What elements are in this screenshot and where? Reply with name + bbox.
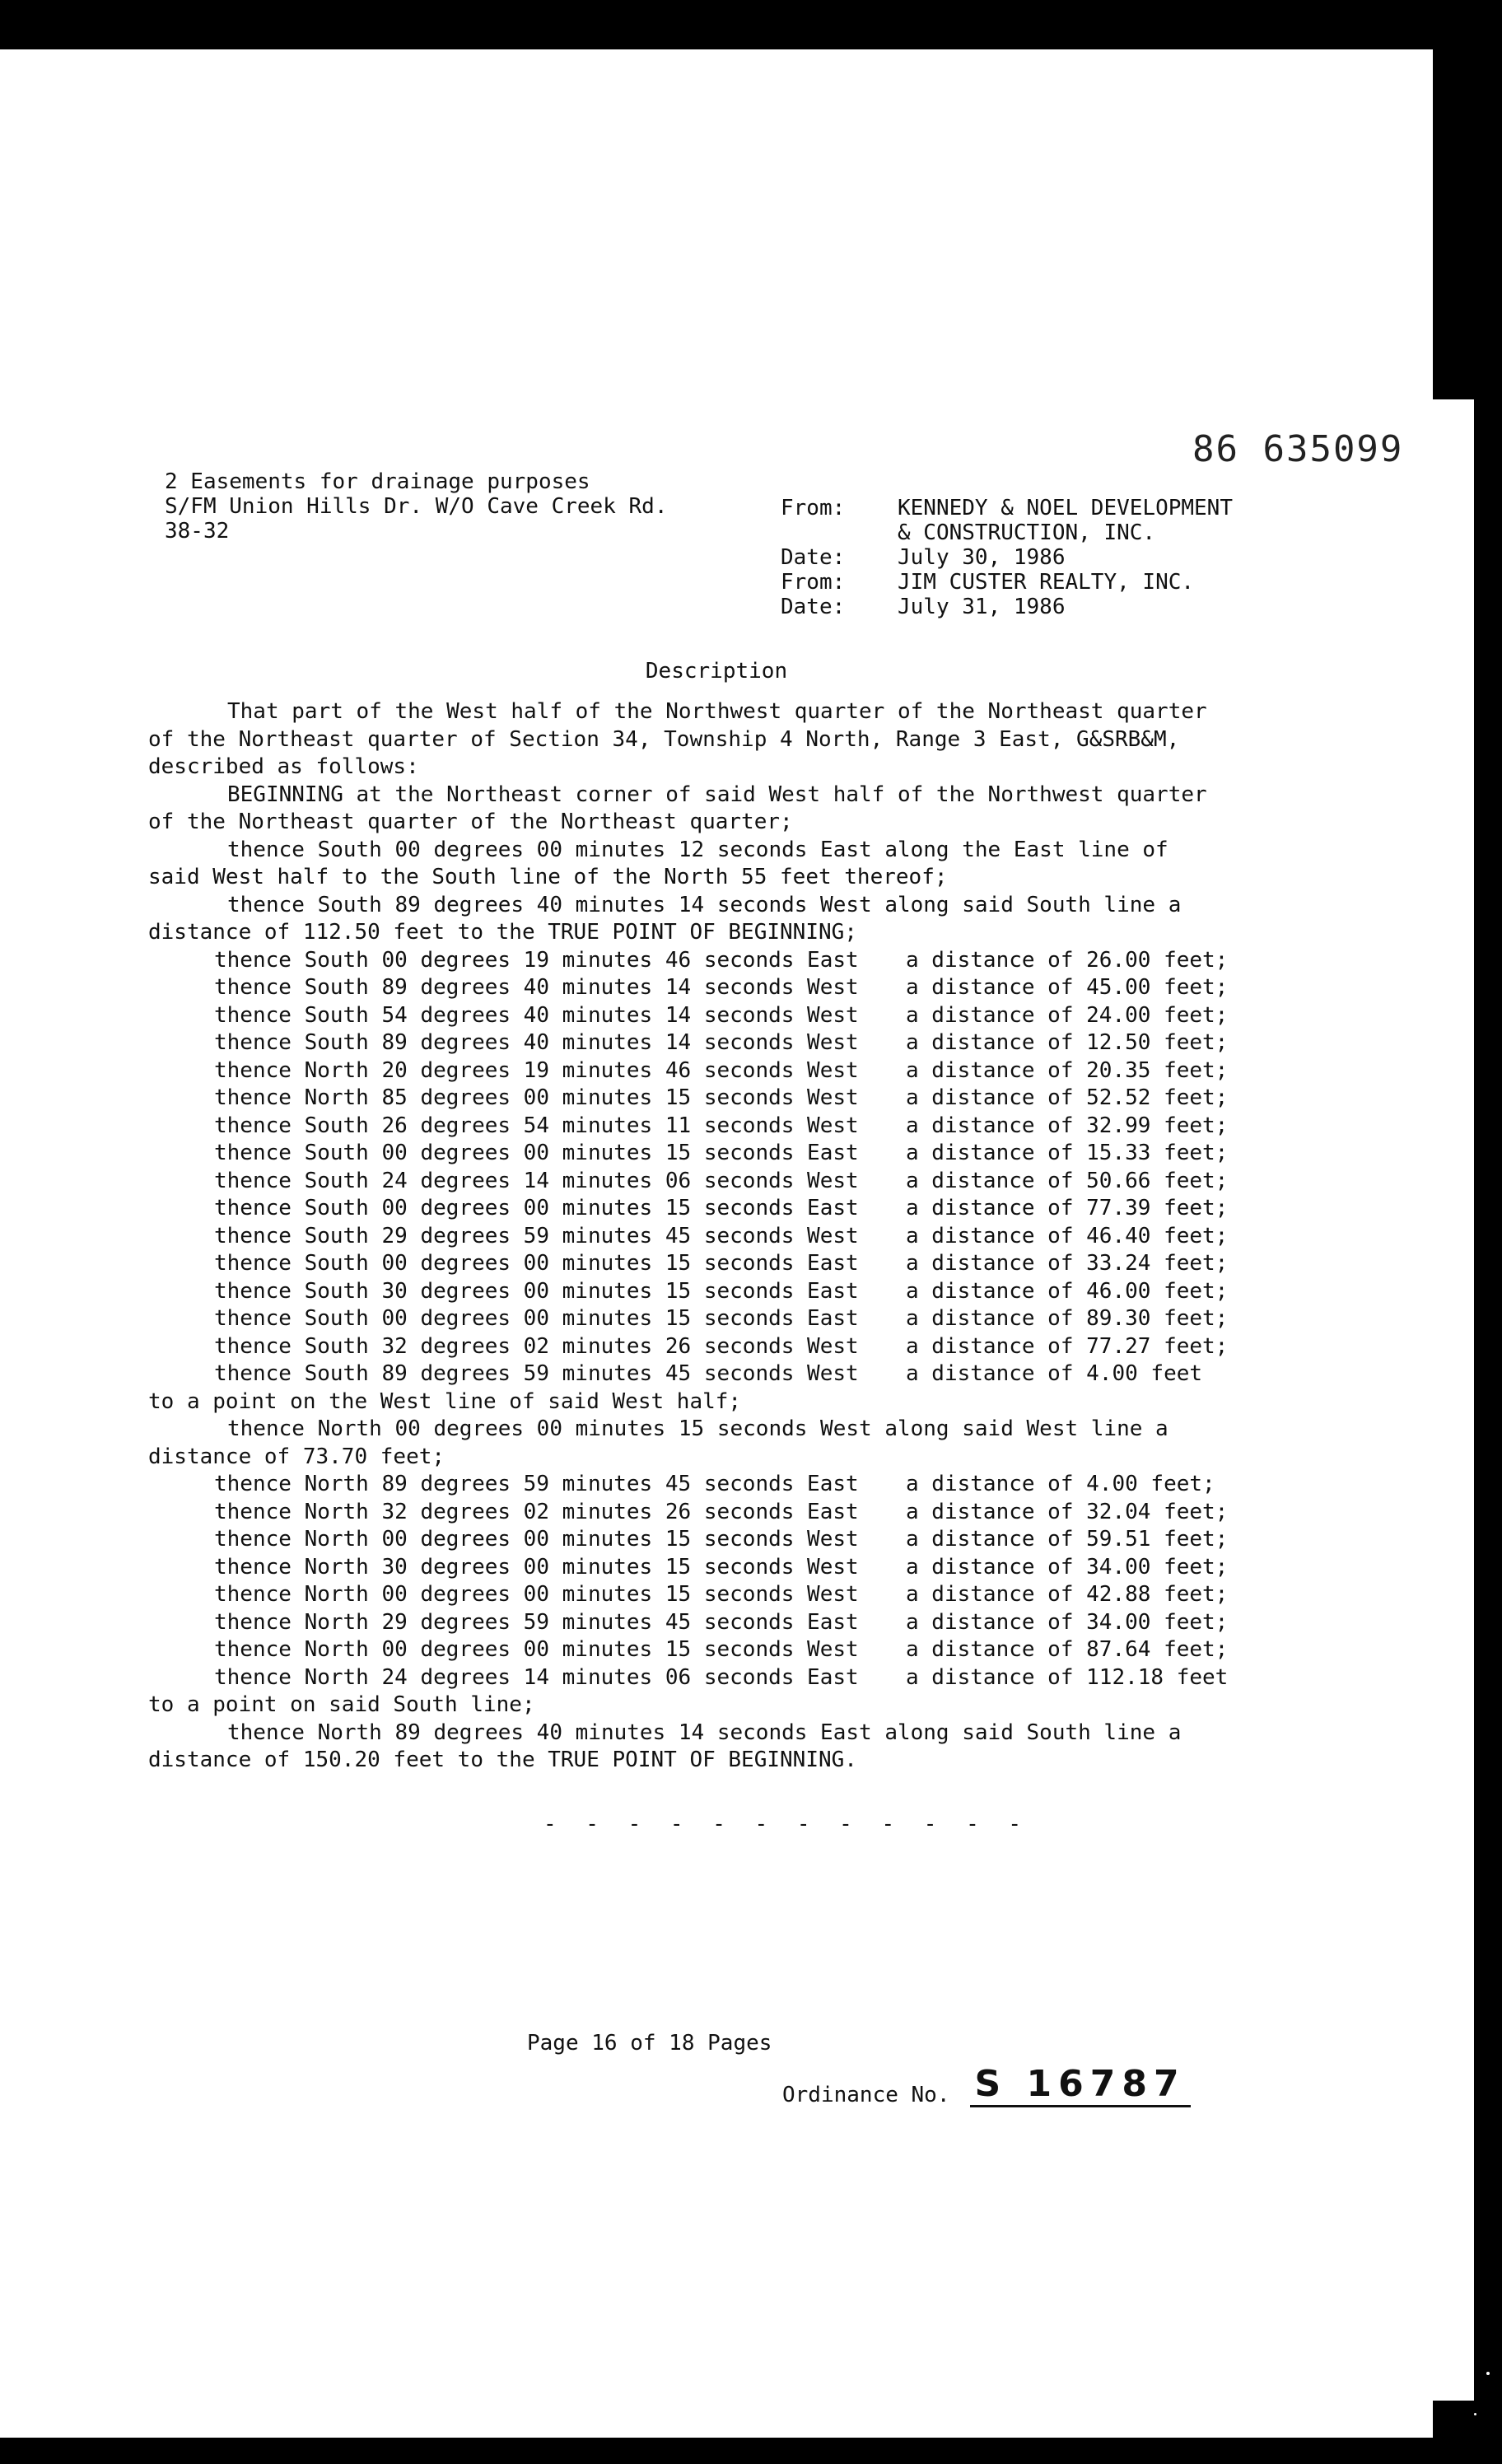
easement-header: [165, 469, 667, 544]
course-bearing: thence South 26 degrees 54 minutes 11 seconds West: [214, 1113, 859, 1138]
course-distance: a distance of 42.88 feet;: [906, 1582, 1229, 1607]
course-bearing: thence North 00 degrees 00 minutes 15 seconds West: [214, 1527, 859, 1552]
course-bearing: thence South 00 degrees 00 minutes 15 seconds East: [214, 1196, 859, 1220]
course-bearing: thence South 54 degrees 40 minutes 14 seconds West: [214, 1002, 859, 1028]
page-number: Page 16 of 18 Pages: [527, 2031, 772, 2056]
course-bearing: thence South 24 degrees 14 minutes 06 seconds West: [214, 1168, 859, 1193]
date-value: July 30, 1986: [898, 545, 1066, 570]
course-bearing: thence South 00 degrees 00 minutes 15 seconds East: [214, 1141, 859, 1165]
course-distance: a distance of 52.52 feet;: [906, 1085, 1229, 1110]
ordinance-value: S 16787: [970, 2063, 1191, 2107]
course-bearing: thence North 24 degrees 14 minutes 06 seconds East: [214, 1664, 859, 1690]
course-bearing: thence South 89 degrees 40 minutes 14 seconds West: [214, 1030, 859, 1055]
course-distance: a distance of 112.18 feet: [906, 1664, 1229, 1690]
course-row: [148, 1526, 1334, 1554]
course-row: [148, 1636, 1334, 1664]
thence-line: distance of 73.70 feet;: [148, 1444, 445, 1469]
ordinance-label: Ordinance No.: [782, 2083, 950, 2107]
intro-line: described as follows:: [148, 754, 419, 779]
course-bearing: thence South 00 degrees 00 minutes 15 seconds East: [214, 1251, 859, 1276]
course-row: [148, 1664, 1334, 1692]
grantor-block: [781, 496, 1326, 619]
from-value: KENNEDY & NOEL DEVELOPMENT: [898, 496, 1233, 520]
ordinance-number: [782, 2063, 1191, 2107]
course-bearing: thence North 00 degrees 00 minutes 15 seconds West: [214, 1582, 859, 1607]
from-label: From:: [781, 496, 846, 520]
course-row: [148, 1113, 1334, 1141]
course-distance: a distance of 89.30 feet;: [906, 1306, 1229, 1331]
course-tail: to a point on said South line;: [148, 1692, 535, 1717]
course-row: [148, 1554, 1334, 1582]
course-bearing: thence South 29 degrees 59 minutes 45 seconds West: [214, 1223, 859, 1248]
course-distance: a distance of 34.00 feet;: [906, 1609, 1229, 1635]
course-distance: a distance of 32.04 feet;: [906, 1499, 1229, 1524]
thence-line: thence South 89 degrees 40 minutes 14 seconds West along said South line a: [227, 892, 1182, 917]
course-row: [148, 1581, 1334, 1609]
thence-line: distance of 112.50 feet to the TRUE POINT OF BEGINNING;: [148, 920, 857, 945]
course-distance: a distance of 4.00 feet;: [906, 1472, 1215, 1496]
date-value: July 31, 1986: [898, 595, 1066, 619]
course-bearing: thence North 85 degrees 00 minutes 15 seconds West: [214, 1085, 859, 1110]
course-list-b: [148, 1471, 1334, 1692]
course-row: [148, 1140, 1334, 1168]
beginning-line: BEGINNING at the Northeast corner of said West half of the Northwest quarter: [227, 782, 1207, 807]
course-distance: a distance of 33.24 feet;: [906, 1251, 1229, 1276]
from-value: JIM CUSTER REALTY, INC.: [898, 570, 1195, 595]
course-bearing: thence South 89 degrees 59 minutes 45 seconds West: [214, 1361, 859, 1386]
course-row: [148, 1029, 1334, 1057]
course-row: [148, 1002, 1334, 1030]
intro-line: of the Northeast quarter of Section 34, Township 4 North, Range 3 East, G&SRB&M,: [148, 726, 1180, 752]
recording-number: 86 635099: [1192, 428, 1404, 470]
course-row: [148, 1223, 1334, 1251]
course-distance: a distance of 26.00 feet;: [906, 947, 1229, 973]
course-row: [148, 947, 1334, 975]
course-distance: a distance of 24.00 feet;: [906, 1002, 1229, 1028]
course-row: [148, 1250, 1334, 1278]
section-title: Description: [645, 659, 788, 684]
course-bearing: thence North 30 degrees 00 minutes 15 seconds West: [214, 1554, 859, 1580]
page-edge: [1433, 399, 1474, 2401]
thence-line: thence South 00 degrees 00 minutes 12 seconds East along the East line of: [227, 837, 1168, 862]
from-row: [781, 496, 1326, 520]
course-bearing: thence North 32 degrees 02 minutes 26 seconds East: [214, 1499, 859, 1524]
course-row: [148, 1195, 1334, 1223]
date-row: [781, 595, 1326, 619]
course-row: [148, 1360, 1334, 1388]
date-label: Date:: [781, 595, 846, 619]
course-bearing: thence North 20 degrees 19 minutes 46 seconds West: [214, 1057, 859, 1083]
course-row: [148, 1057, 1334, 1085]
course-bearing: thence North 00 degrees 00 minutes 15 seconds West: [214, 1637, 859, 1662]
course-row: [148, 1471, 1334, 1499]
from-row: [781, 570, 1326, 595]
course-row: [148, 1305, 1334, 1333]
course-bearing: thence South 30 degrees 00 minutes 15 seconds East: [214, 1278, 859, 1304]
course-row: [148, 1085, 1334, 1113]
thence-line: said West half to the South line of the North 55 feet thereof;: [148, 865, 948, 889]
course-row: [148, 1168, 1334, 1196]
course-distance: a distance of 12.50 feet;: [906, 1030, 1229, 1055]
course-distance: a distance of 34.00 feet;: [906, 1554, 1229, 1580]
header-line: 38-32: [165, 519, 230, 544]
course-bearing: thence North 29 degrees 59 minutes 45 seconds East: [214, 1609, 859, 1635]
course-distance: a distance of 45.00 feet;: [906, 975, 1229, 1000]
date-row: [781, 545, 1326, 570]
course-bearing: thence South 89 degrees 40 minutes 14 seconds West: [214, 975, 859, 1000]
from-value-continued: & CONSTRUCTION, INC.: [898, 520, 1156, 545]
course-distance: a distance of 59.51 feet;: [906, 1527, 1229, 1552]
legal-description: [148, 698, 1334, 1775]
closing-line: distance of 150.20 feet to the TRUE POINT OF BEGINNING.: [148, 1748, 857, 1772]
intro-line: That part of the West half of the Northwest quarter of the Northeast quarter: [227, 699, 1207, 724]
closing-line: thence North 89 degrees 40 minutes 14 seconds East along said South line a: [227, 1720, 1182, 1745]
course-row: [148, 974, 1334, 1002]
course-distance: a distance of 77.39 feet;: [906, 1196, 1229, 1220]
course-distance: a distance of 15.33 feet;: [906, 1141, 1229, 1165]
course-row: [148, 1278, 1334, 1306]
course-row: [148, 1333, 1334, 1361]
course-distance: a distance of 50.66 feet;: [906, 1168, 1229, 1193]
date-label: Date:: [781, 545, 846, 570]
header-line: 2 Easements for drainage purposes: [165, 469, 590, 494]
from-label: From:: [781, 570, 846, 595]
thence-line: thence North 00 degrees 00 minutes 15 seconds West along said West line a: [227, 1416, 1168, 1441]
course-distance: a distance of 46.00 feet;: [906, 1278, 1229, 1304]
scan-speck: [1474, 2413, 1476, 2415]
separator: - - - - - - - - - - - -: [543, 1812, 1030, 1836]
scan-speck: [1486, 2372, 1490, 2375]
beginning-line: of the Northeast quarter of the Northeast quarter;: [148, 810, 793, 834]
course-distance: a distance of 4.00 feet: [906, 1361, 1203, 1386]
course-list-a: [148, 947, 1334, 1388]
course-bearing: thence South 00 degrees 00 minutes 15 seconds East: [214, 1306, 859, 1331]
course-tail: to a point on the West line of said West half;: [148, 1388, 742, 1414]
course-bearing: thence South 32 degrees 02 minutes 26 seconds West: [214, 1333, 859, 1359]
course-distance: a distance of 32.99 feet;: [906, 1113, 1229, 1138]
course-row: [148, 1609, 1334, 1637]
course-distance: a distance of 77.27 feet;: [906, 1333, 1229, 1359]
course-distance: a distance of 20.35 feet;: [906, 1057, 1229, 1083]
course-bearing: thence South 00 degrees 19 minutes 46 seconds East: [214, 947, 859, 973]
course-row: [148, 1499, 1334, 1527]
course-bearing: thence North 89 degrees 59 minutes 45 seconds East: [214, 1472, 859, 1496]
course-distance: a distance of 87.64 feet;: [906, 1637, 1229, 1662]
header-line: S/FM Union Hills Dr. W/O Cave Creek Rd.: [165, 494, 668, 519]
course-distance: a distance of 46.40 feet;: [906, 1223, 1229, 1248]
